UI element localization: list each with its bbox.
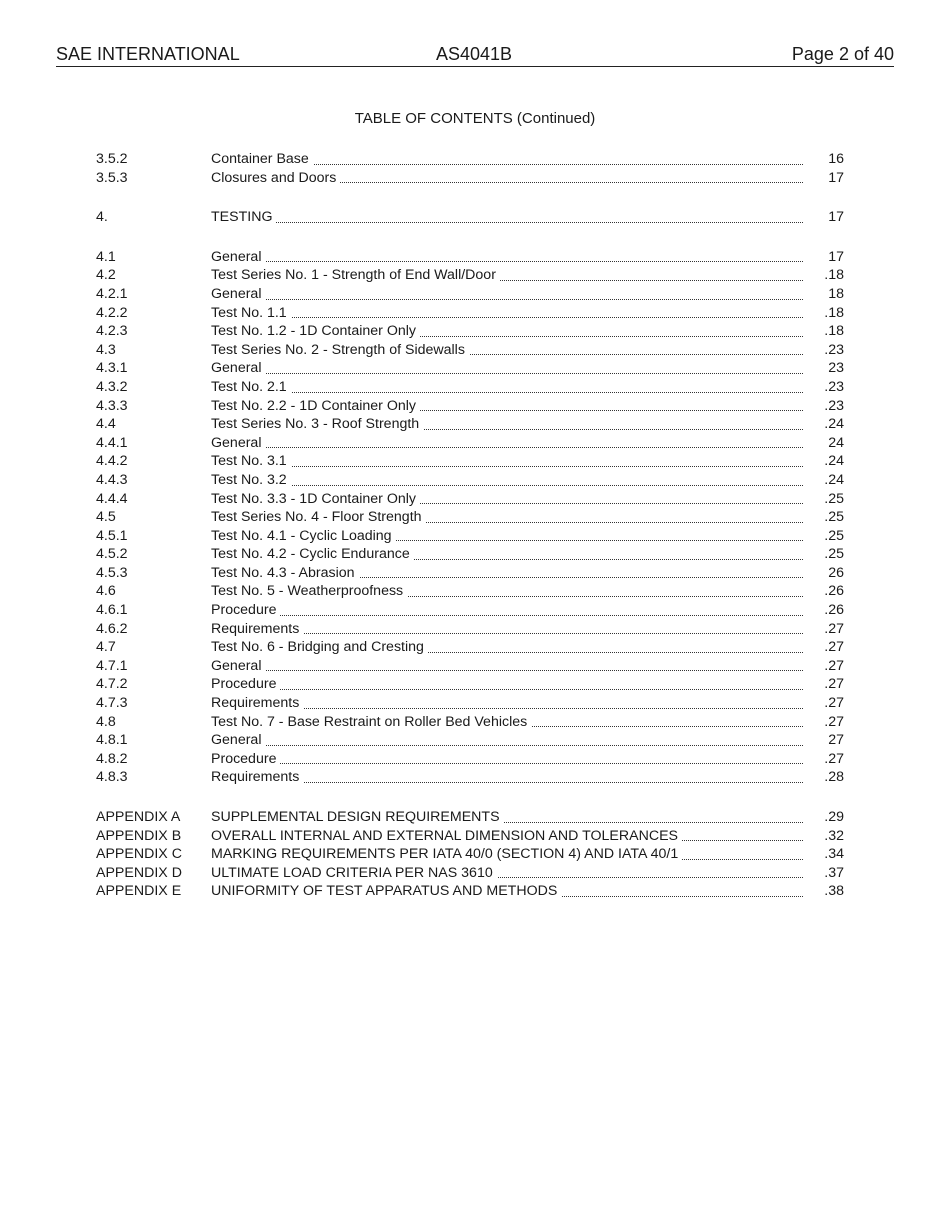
toc-entry-title: ULTIMATE LOAD CRITERIA PER NAS 3610 (211, 865, 497, 881)
toc-entry-title-leader (211, 845, 803, 864)
toc-entry-title: General (211, 360, 265, 376)
toc-entry[interactable] (96, 882, 844, 901)
toc-entry[interactable] (96, 545, 844, 564)
toc-entry-number: 4.3.2 (96, 378, 128, 395)
toc-entry[interactable] (96, 845, 844, 864)
toc-entry-number: 4.2 (96, 267, 116, 284)
toc-entry[interactable] (96, 527, 844, 546)
toc-entry[interactable] (96, 620, 844, 639)
toc-entry[interactable] (96, 304, 844, 323)
toc-entry-title: Test Series No. 4 - Floor Strength (211, 509, 426, 525)
toc-entry-title: UNIFORMITY OF TEST APPARATUS AND METHODS (211, 883, 561, 899)
toc-entry[interactable] (96, 694, 844, 713)
toc-entry[interactable] (96, 864, 844, 883)
toc-entry-number: 4.6.1 (96, 602, 128, 619)
page-header (56, 44, 894, 67)
toc-entry-title-leader (211, 638, 803, 657)
toc-entry-title-leader (211, 864, 803, 883)
toc-entry-title: Test No. 3.3 - 1D Container Only (211, 491, 420, 507)
toc-entry-title-leader (211, 471, 803, 490)
toc-entry-page: .27 (824, 657, 844, 674)
toc-entry-title-leader (211, 378, 803, 397)
toc-entry-title-leader (211, 882, 803, 901)
dot-leader (211, 317, 803, 318)
dot-leader (211, 392, 803, 393)
toc-entry-number: 4.7.3 (96, 695, 128, 712)
toc-entry-number: APPENDIX A (96, 809, 181, 825)
toc-entry-page: 16 (828, 151, 844, 167)
toc-entry[interactable] (96, 169, 844, 188)
toc-entry-page: .18 (824, 323, 844, 340)
toc-entry-title: Requirements (211, 769, 303, 785)
toc-entry-title-leader (211, 694, 803, 713)
toc-entry-page: .27 (824, 713, 844, 730)
toc-entry[interactable] (96, 397, 844, 416)
toc-entry-title: Test No. 6 - Bridging and Cresting (211, 639, 428, 655)
toc-entry-page: .26 (824, 602, 844, 619)
toc-entry-page: 18 (828, 285, 844, 302)
toc-entry-title-leader (211, 248, 803, 267)
toc-entry-number: 4. (96, 209, 108, 226)
toc-entry-page: .25 (824, 546, 844, 563)
toc-entry[interactable] (96, 768, 844, 787)
toc-title: TABLE OF CONTENTS (Continued) (354, 110, 596, 127)
toc-entry-title: Test No. 2.2 - 1D Container Only (211, 398, 420, 414)
toc-entry-title-leader (211, 827, 803, 846)
toc-entry-title: Test No. 7 - Base Restraint on Roller Bed Vehicles (211, 714, 531, 730)
toc-entry-page: 17 (828, 209, 844, 226)
toc-entry-title: Test No. 3.1 (211, 453, 291, 469)
toc-entry[interactable] (96, 808, 844, 827)
dot-leader (211, 299, 803, 300)
toc-entry-page: .24 (824, 416, 844, 433)
toc-entry-page: 26 (828, 564, 844, 581)
toc-entry[interactable] (96, 713, 844, 732)
toc-entry-title: OVERALL INTERNAL AND EXTERNAL DIMENSION AND TOLERANCES (211, 828, 682, 844)
toc-entry-page: .32 (824, 827, 844, 844)
toc-entry[interactable] (96, 582, 844, 601)
toc-entry[interactable] (96, 341, 844, 360)
toc-entry[interactable] (96, 415, 844, 434)
toc-entry-number: 4.7.1 (96, 657, 128, 674)
dot-leader (211, 763, 803, 764)
toc-entry-title: Procedure (211, 751, 280, 767)
toc-entry-page: .27 (824, 750, 844, 767)
toc-entry-title-leader (211, 285, 803, 304)
toc-entry-title: Test Series No. 1 - Strength of End Wall/Door (211, 267, 500, 283)
toc-entry-title-leader (211, 527, 803, 546)
toc-entry-title-leader (211, 322, 803, 341)
header-document-id: AS4041B (436, 44, 513, 64)
toc-entry-page: .18 (824, 267, 844, 284)
toc-entry[interactable] (96, 564, 844, 583)
toc-entry-title: General (211, 435, 265, 451)
toc-entry-title: Test No. 4.2 - Cyclic Endurance (211, 546, 414, 562)
toc-entry[interactable] (96, 675, 844, 694)
toc-entry-page: 17 (828, 248, 844, 265)
toc-entry-title: Test No. 4.3 - Abrasion (211, 565, 359, 581)
dot-leader (211, 373, 803, 374)
toc-entry-number: 4.6 (96, 583, 116, 600)
toc-entry-page: .25 (824, 527, 844, 544)
toc-entry-title-leader (211, 415, 803, 434)
toc-entry-title: Procedure (211, 602, 280, 618)
toc-entry[interactable] (96, 150, 844, 169)
toc-entry-number: 4.3.3 (96, 397, 128, 414)
toc-entry-number: 4.4.4 (96, 490, 128, 507)
toc-entry-page: 17 (828, 169, 844, 186)
toc-entry-title: Test No. 3.2 (211, 472, 291, 488)
toc-entry-number: 4.1 (96, 248, 116, 265)
toc-entry-title: Test No. 1.2 - 1D Container Only (211, 323, 420, 339)
toc-entry[interactable] (96, 359, 844, 378)
toc-entry-title-leader (211, 620, 803, 639)
toc-entry-title-leader (211, 208, 803, 227)
toc-entry-number: 4.4.3 (96, 471, 128, 488)
toc-entry[interactable] (96, 434, 844, 453)
toc-entry-title-leader (211, 508, 803, 527)
toc-entry-page: .27 (824, 620, 844, 637)
dot-leader (211, 670, 803, 671)
toc-entry-page: .24 (824, 471, 844, 488)
toc-entry-title: SUPPLEMENTAL DESIGN REQUIREMENTS (211, 809, 504, 825)
toc-entry-title-leader (211, 675, 803, 694)
toc-entry-number: 4.8.2 (96, 750, 128, 767)
toc-entry-number: 4.8.3 (96, 769, 128, 786)
toc-entry-title-leader (211, 452, 803, 471)
toc-entry-number: 4.3.1 (96, 360, 128, 377)
toc-entry-title: Procedure (211, 676, 280, 692)
toc-entry-number: APPENDIX C (96, 846, 182, 863)
toc-entry-number: 4.4.1 (96, 434, 128, 451)
toc-entry-title: Test Series No. 3 - Roof Strength (211, 416, 423, 432)
toc-entry-title: Closures and Doors (211, 170, 340, 186)
toc-entry-title-leader (211, 150, 803, 169)
toc-entry[interactable] (96, 827, 844, 846)
toc-entry-title-leader (211, 304, 803, 323)
toc-entry[interactable] (96, 601, 844, 620)
toc-entry-title-leader (211, 657, 803, 676)
toc-entry-title-leader (211, 601, 803, 620)
toc-entry-title-leader (211, 169, 803, 188)
toc-entry-title: Requirements (211, 621, 303, 637)
toc-entry[interactable] (96, 657, 844, 676)
dot-leader (211, 689, 803, 690)
toc-entry[interactable] (96, 471, 844, 490)
toc-entry-page: .37 (824, 864, 844, 881)
toc-entry-title: General (211, 658, 265, 674)
toc-entry-number: 4.5 (96, 509, 116, 526)
toc-entry-title-leader (211, 750, 803, 769)
toc-entry-page: .23 (824, 397, 844, 414)
toc-entry[interactable] (96, 266, 844, 285)
toc-entry[interactable] (96, 378, 844, 397)
toc-entry-page: .25 (824, 490, 844, 507)
toc-entry[interactable] (96, 208, 844, 227)
toc-entry-number: APPENDIX D (96, 864, 182, 881)
toc-entry-title-leader (211, 359, 803, 378)
toc-entry-title-leader (211, 564, 803, 583)
toc-entry-title-leader (211, 768, 803, 787)
toc-entry-number: 4.5.3 (96, 564, 128, 581)
toc-entry-number: 4.8 (96, 713, 116, 730)
toc-entry-page: .27 (824, 695, 844, 712)
dot-leader (211, 485, 803, 486)
toc-entry-title-leader (211, 713, 803, 732)
toc-entry[interactable] (96, 508, 844, 527)
dot-leader (211, 261, 803, 262)
toc-entry-title-leader (211, 808, 803, 827)
toc-entry-number: APPENDIX B (96, 827, 182, 844)
toc-entry-number: 3.5.2 (96, 151, 128, 167)
toc-entry-page: .29 (824, 809, 844, 825)
toc-entry-number: 4.7.2 (96, 676, 128, 693)
toc-entry-page: .27 (824, 676, 844, 693)
toc-entry-number: 4.2.2 (96, 304, 128, 321)
toc-entry-page: 23 (828, 360, 844, 377)
toc-entry-number: 4.8.1 (96, 732, 128, 749)
toc-entry-title-leader (211, 582, 803, 601)
toc-entry-title-leader (211, 731, 803, 750)
toc-entry-title: Requirements (211, 695, 303, 711)
toc-entry-title-leader (211, 490, 803, 509)
toc-entry-page: 27 (828, 732, 844, 749)
toc-entry-number: 4.6.2 (96, 620, 128, 637)
toc-entry[interactable] (96, 248, 844, 267)
toc-entry-page: .23 (824, 378, 844, 395)
toc-entry-page: .18 (824, 304, 844, 321)
toc-entry-number: 4.4 (96, 416, 116, 433)
dot-leader (211, 447, 803, 448)
toc-entry-title: Test No. 1.1 (211, 305, 291, 321)
toc-entry-title-leader (211, 341, 803, 360)
toc-entry-number: 4.5.1 (96, 527, 128, 544)
toc-entry-page: .38 (824, 883, 844, 900)
toc-entry-page: .25 (824, 509, 844, 526)
toc-entry-page: .27 (824, 639, 844, 656)
toc-entry[interactable] (96, 750, 844, 769)
toc-entry-number: 4.3 (96, 341, 116, 358)
toc-entry-title-leader (211, 434, 803, 453)
toc-entry-page: .28 (824, 769, 844, 786)
toc-entry[interactable] (96, 490, 844, 509)
toc-entry-page: .34 (824, 846, 844, 863)
toc-entry-number: 4.5.2 (96, 546, 128, 563)
toc-entry-title-leader (211, 266, 803, 285)
toc-entry-page: .23 (824, 341, 844, 358)
toc-entry-title: Container Base (211, 151, 313, 167)
toc-entry-title: TESTING (211, 209, 276, 225)
toc-entry-number: APPENDIX E (96, 883, 182, 900)
toc-entry-title: General (211, 249, 265, 265)
toc-entry-page: .24 (824, 453, 844, 470)
toc-entry-title: Test No. 5 - Weatherproofness (211, 583, 407, 599)
dot-leader (211, 466, 803, 467)
header-organization: SAE INTERNATIONAL (56, 44, 240, 64)
toc-entry-page: 24 (828, 434, 844, 451)
toc-entry-title: General (211, 286, 265, 302)
toc-entry[interactable] (96, 285, 844, 304)
toc-entry-title-leader (211, 397, 803, 416)
toc-entry-title-leader (211, 545, 803, 564)
header-page-number: Page 2 of 40 (791, 44, 894, 64)
toc-entry[interactable] (96, 452, 844, 471)
dot-leader (211, 745, 803, 746)
toc-entry-title: Test No. 4.1 - Cyclic Loading (211, 528, 396, 544)
toc-entry-number: 4.2.1 (96, 285, 128, 302)
toc-entry[interactable] (96, 322, 844, 341)
toc-entry-number: 4.2.3 (96, 323, 128, 340)
toc-entry-number: 4.7 (96, 639, 116, 656)
dot-leader (211, 222, 803, 223)
toc-entry[interactable] (96, 638, 844, 657)
toc-entry-title: Test No. 2.1 (211, 379, 291, 395)
toc-entry[interactable] (96, 731, 844, 750)
toc-entry-page: .26 (824, 583, 844, 600)
toc-entry-title: Test Series No. 2 - Strength of Sidewalls (211, 342, 469, 358)
toc-entry-number: 3.5.3 (96, 169, 128, 186)
toc-entry-title: General (211, 732, 265, 748)
toc-entry-title: MARKING REQUIREMENTS PER IATA 40/0 (SECTION 4) AND IATA 40/1 (211, 846, 682, 862)
dot-leader (211, 615, 803, 616)
toc-entry-number: 4.4.2 (96, 453, 128, 470)
table-of-contents (96, 150, 844, 901)
